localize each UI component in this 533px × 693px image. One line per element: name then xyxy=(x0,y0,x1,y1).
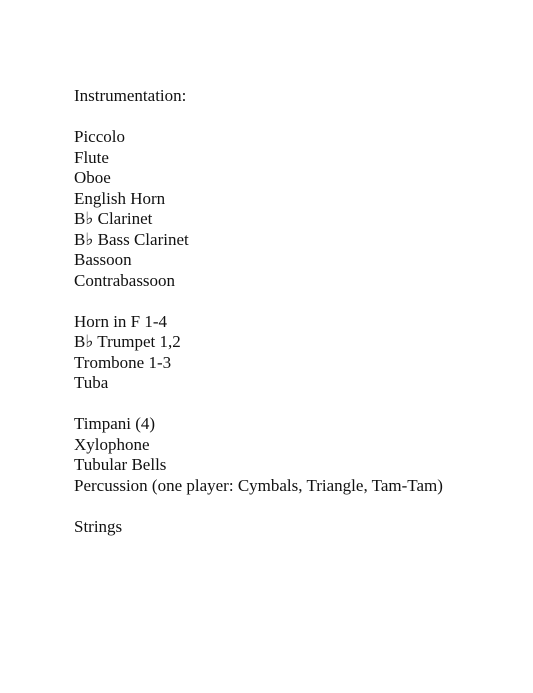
instrument-item: Strings xyxy=(74,516,123,536)
percussion-group xyxy=(74,414,443,496)
instrument-item: Contrabassoon xyxy=(74,270,176,290)
instrument-item: B♭ Clarinet xyxy=(74,209,153,228)
spacer xyxy=(74,496,443,517)
instrument-item: Tuba xyxy=(74,373,109,392)
spacer xyxy=(74,107,443,128)
page-heading: Instrumentation: xyxy=(74,86,187,105)
brass-group xyxy=(74,312,443,394)
spacer xyxy=(74,291,443,312)
spacer xyxy=(74,394,443,415)
instrumentation-list xyxy=(74,86,443,537)
instrument-item: Piccolo xyxy=(74,127,125,146)
instrument-item: English Horn xyxy=(74,188,166,208)
instrument-item: B♭ Bass Clarinet xyxy=(74,229,189,249)
instrument-item: Oboe xyxy=(74,168,111,187)
instrument-item: B♭ Trumpet 1,2 xyxy=(74,332,181,351)
instrument-item: Xylophone xyxy=(74,434,150,454)
strings-group xyxy=(74,517,443,538)
instrument-item: Tubular Bells xyxy=(74,455,167,474)
instrument-item: Percussion (one player: Cymbals, Triangle, Tam-Tam) xyxy=(74,475,443,495)
instrument-item: Timpani (4) xyxy=(74,414,156,433)
instrument-item: Trombone 1-3 xyxy=(74,352,172,372)
woodwinds-group xyxy=(74,127,443,291)
instrument-item: Horn in F 1-4 xyxy=(74,311,168,331)
instrument-item: Bassoon xyxy=(74,250,132,269)
instrument-item: Flute xyxy=(74,147,109,167)
